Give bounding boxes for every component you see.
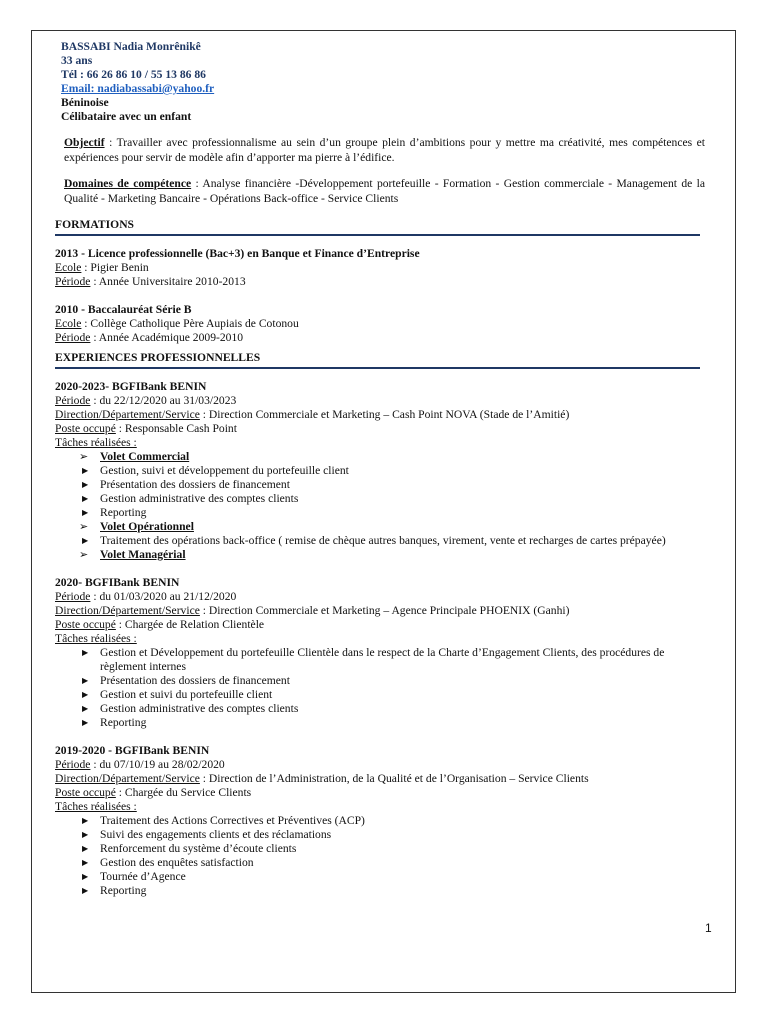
triangle-right-icon: ▶ [82,830,89,839]
tasks-label: Tâches réalisées : [55,436,137,449]
triangle-right-icon: ▶ [82,816,89,825]
nationality: Béninoise [61,96,109,109]
list-item: ▶ Reporting [82,506,147,519]
list-item: ▶ Gestion des enquêtes satisfaction [82,856,254,869]
experience-position: Poste occupé : Chargée de Relation Clientèle [55,618,265,631]
arrowhead-icon: ➢ [79,549,89,561]
list-item: ▶ Gestion et suivi du portefeuille client [82,688,273,701]
skills-paragraph [64,176,705,206]
skills-label: Domaines de compétence [64,177,192,190]
list-item: ▶ Gestion, suivi et développement du portefeuille client [82,464,349,477]
triangle-right-icon: ▶ [82,690,89,699]
experience-period: Période : du 22/12/2020 au 31/03/2023 [55,394,237,407]
page-number: 1 [705,921,712,935]
formation-school: Ecole : Pigier Benin [55,261,149,274]
triangle-right-icon: ▶ [82,718,89,727]
tasks-label: Tâches réalisées : [55,800,137,813]
triangle-right-icon: ▶ [82,480,89,489]
experience-period: Période : du 07/10/19 au 28/02/2020 [55,758,225,771]
task-list [55,646,705,730]
list-item: ▶ Traitement des Actions Correctives et Préventives (ACP) [82,814,365,827]
experience-department: Direction/Département/Service : Direction de l’Administration, de la Qualité et de l’Organisation – Service Clients [55,772,589,785]
age: 33 ans [61,54,93,67]
skills-text: : Analyse financière -Développement portefeuille - Formation - Gestion commerciale - Management de la Qualité - Marketing Bancaire - Opérations Back-office - Service Clients [64,177,705,205]
triangle-right-icon: ▶ [82,466,89,475]
triangle-right-icon: ▶ [82,536,89,545]
arrowhead-icon: ➢ [79,451,89,463]
triangle-right-icon: ▶ [82,648,89,657]
experience-title: 2020-2023- BGFIBank BENIN [55,380,207,393]
experience-title: 2020- BGFIBank BENIN [55,576,180,589]
list-item: ▶ Reporting [82,884,147,897]
list-item: ▶ Suivi des engagements clients et des réclamations [82,828,332,841]
list-item: ▶ Gestion administrative des comptes clients [82,702,299,715]
triangle-right-icon: ▶ [82,844,89,853]
resume-content [55,40,705,898]
triangle-right-icon: ▶ [82,872,89,881]
list-item: ➢ Volet Managérial [79,548,186,561]
formation-period: Période : Année Universitaire 2010-2013 [55,275,246,288]
formation-entry [55,247,705,289]
experience-department: Direction/Département/Service : Direction Commerciale et Marketing – Cash Point NOVA (Stade de l’Amitié) [55,408,570,421]
objective-label: Objectif [64,136,105,149]
objective-paragraph [64,135,705,165]
experience-period: Période : du 01/03/2020 au 21/12/2020 [55,590,237,603]
experiences-heading: EXPERIENCES PROFESSIONNELLES [55,351,261,364]
list-item: ➢ Volet Opérationnel [79,520,194,533]
experience-entry [55,576,705,730]
email-link[interactable]: Email: nadiabassabi@yahoo.fr [61,82,215,95]
triangle-right-icon: ▶ [82,858,89,867]
list-item: ▶ Présentation des dossiers de financement [82,674,290,687]
triangle-right-icon: ▶ [82,494,89,503]
triangle-right-icon: ▶ [82,676,89,685]
experience-position: Poste occupé : Responsable Cash Point [55,422,237,435]
tasks-label: Tâches réalisées : [55,632,137,645]
phone: Tél : 66 26 86 10 / 55 13 86 86 [61,68,206,81]
list-item: ▶ Présentation des dossiers de financement [82,478,290,491]
marital-status: Célibataire avec un enfant [61,110,192,123]
experience-title: 2019-2020 - BGFIBank BENIN [55,744,210,757]
list-item: ▶ Gestion et Développement du portefeuille Clientèle dans le respect de la Charte d’Engagement Clients, des procédures de règlement internes [82,646,665,673]
formation-school: Ecole : Collège Catholique Père Aupiais de Cotonou [55,317,299,330]
triangle-right-icon: ▶ [82,886,89,895]
experience-entry [55,380,705,562]
list-item: ▶ Traitement des opérations back-office ( remise de chèque autres banques, virement, vente et recharges de cartes prépayée) [82,534,666,547]
formations-heading: FORMATIONS [55,218,135,231]
contact-header [61,40,705,124]
objective-text: : Travailler avec professionnalisme au sein d’un groupe plein d’ambitions pour y mettre ma créativité, mes compétences et expériences pour servir de modèle afin d’apporter ma pierre à l’édifice. [64,136,705,164]
list-item: ▶ Gestion administrative des comptes clients [82,492,299,505]
formation-entry [55,303,705,345]
triangle-right-icon: ▶ [82,704,89,713]
formation-period: Période : Année Académique 2009-2010 [55,331,244,344]
experience-entry [55,744,705,898]
task-list [55,814,705,898]
task-list [55,450,705,562]
triangle-right-icon: ▶ [82,508,89,517]
experience-position: Poste occupé : Chargée du Service Clients [55,786,252,799]
formation-title: 2013 - Licence professionnelle (Bac+3) en Banque et Finance d’Entreprise [55,247,420,260]
arrowhead-icon: ➢ [79,521,89,533]
list-item: ▶ Reporting [82,716,147,729]
list-item: ➢ Volet Commercial [79,450,190,463]
list-item: ▶ Tournée d’Agence [82,870,186,883]
formation-title: 2010 - Baccalauréat Série B [55,303,192,316]
full-name: BASSABI Nadia Monrênikê [61,40,201,53]
list-item: ▶ Renforcement du système d’écoute clients [82,842,297,855]
experience-department: Direction/Département/Service : Direction Commerciale et Marketing – Agence Principale PHOENIX (Ganhi) [55,604,570,617]
